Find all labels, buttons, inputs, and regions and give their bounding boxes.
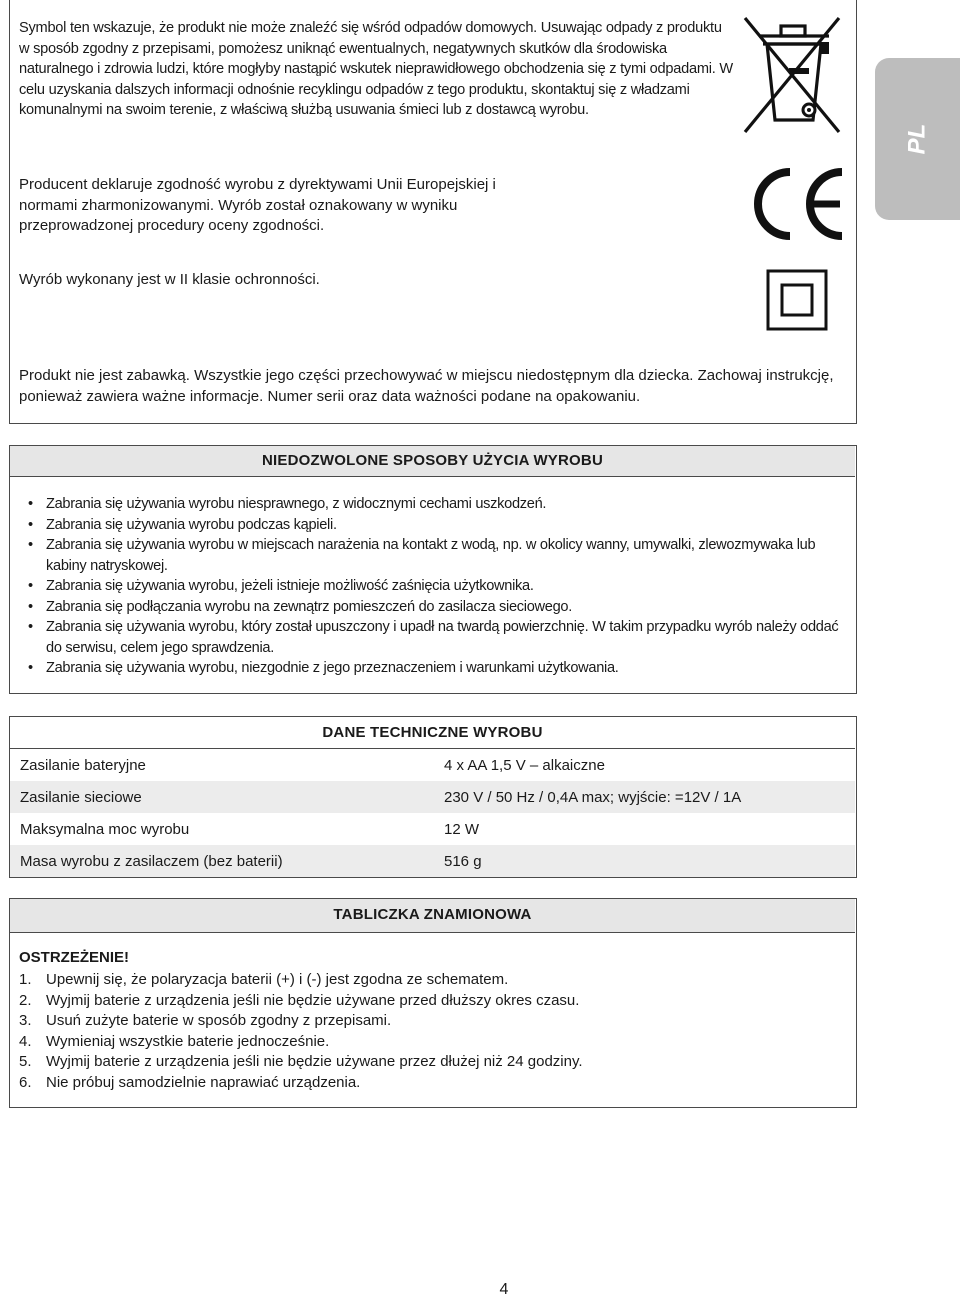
- spec-value: 12 W: [434, 813, 855, 845]
- table-row: [10, 749, 855, 781]
- list-item: • Zabrania się używania wyrobu podczas kąpieli.: [9, 515, 847, 536]
- list-item: 5. Wyjmij baterie z urządzenia jeśli nie będzie używane przez dłużej niż 24 godziny.: [19, 1053, 583, 1070]
- spec-value: 4 x AA 1,5 V – alkaiczne: [434, 749, 855, 781]
- class-ii-double-square-icon: [766, 269, 828, 331]
- table-row: [10, 781, 855, 813]
- list-item: 1. Upewnij się, że polaryzacja baterii (+) i (-) jest zgodna ze schematem.: [19, 971, 509, 988]
- list-item: 6. Nie próbuj samodzielnie naprawiać urządzenia.: [19, 1073, 361, 1091]
- disposal-text: Symbol ten wskazuje, że produkt nie może znaleźć się wśród odpadów domowych. Usuwając odpady z produktu w sposób zgodny z przepisami, pomożesz uniknąć ewentualnych, negatywnych skutków dla środowiska naturalnego i zdrowia ludzi, które mogłyby nastąpić wskutek nieprawidłowego obchodzenia się z tymi odpadami. W celu uzyskania dalszych informacji odnośnie recyklingu odpadów z tego produktu, skontaktuj się z władzami komunalnymi na swoim terenie, z właściwą służbą usuwania śmieci lub z dostawcą wyrobu.: [19, 20, 733, 119]
- table-row: [10, 813, 855, 845]
- spec-label: Maksymalna moc wyrobu: [10, 813, 434, 845]
- list-item: • Zabrania się używania wyrobu, niezgodnie z jego przeznaczeniem i warunkami użytkowania.: [9, 658, 847, 679]
- conformity-text: Producent deklaruje zgodność wyrobu z dyrektywami Unii Europejskiej i normami zharmonizowanymi. Wyrób został oznakowany w wyniku przeprowadzonej procedury oceny zgodności.: [19, 176, 496, 234]
- rating-plate-title: TABLICZKA ZNAMIONOWA: [10, 899, 855, 933]
- prohibited-uses-list: [9, 494, 847, 679]
- list-item: • Zabrania się używania wyrobu, jeżeli istnieje możliwość zaśnięcia użytkownika.: [9, 576, 847, 597]
- protection-class-text: Wyrób wykonany jest w II klasie ochronności.: [19, 271, 320, 288]
- tech-data-table: [10, 749, 855, 877]
- spec-value: 230 V / 50 Hz / 0,4A max; wyjście: =12V / 1A: [434, 781, 855, 813]
- list-item: 3. Usuń zużyte baterie w sposób zgodny z przepisami.: [19, 1012, 392, 1029]
- warning-title: OSTRZEŻENIE!: [19, 949, 130, 966]
- ce-mark-icon: [744, 166, 848, 242]
- spec-value: 516 g: [434, 845, 855, 877]
- page-number: 4: [499, 1281, 509, 1298]
- prohibited-uses-title: NIEDOZWOLONE SPOSOBY UŻYCIA WYROBU: [10, 446, 855, 477]
- language-tab: [875, 58, 960, 220]
- table-row: [10, 845, 855, 877]
- list-item: • Zabrania się używania wyrobu w miejscach narażenia na kontakt z wodą, np. w okolicy wanny, umywalki, zlewozmywaka lub kabiny natryskowej.: [9, 535, 847, 576]
- language-tab-label: PL: [903, 123, 931, 155]
- list-item: 2. Wyjmij baterie z urządzenia jeśli nie będzie używane przed dłuższy okres czasu.: [19, 991, 580, 1009]
- tech-data-title: DANE TECHNICZNE WYROBU: [10, 717, 855, 749]
- list-item: • Zabrania się używania wyrobu, który został upuszczony i upadł na twardą powierzchnię. W takim przypadku wyrób należy oddać do serwisu, celem jego sprawdzenia.: [9, 617, 847, 658]
- toy-notice-text: Produkt nie jest zabawką. Wszystkie jego części przechowywać w miejscu niedostępnym dla dziecka. Zachowaj instrukcję, ponieważ zawiera ważne informacje. Numer serii oraz data ważności podane na opakowaniu.: [19, 367, 834, 405]
- crossed-out-wheelie-bin-icon: [737, 8, 847, 138]
- spec-label: Zasilanie sieciowe: [10, 781, 434, 813]
- list-item: • Zabrania się podłączania wyrobu na zewnątrz pomieszczeń do zasilacza sieciowego.: [9, 597, 847, 618]
- warning-list: [19, 970, 849, 1093]
- spec-label: Zasilanie bateryjne: [10, 749, 434, 781]
- list-item: 4. Wymieniaj wszystkie baterie jednocześnie.: [19, 1032, 330, 1050]
- spec-label: Masa wyrobu z zasilaczem (bez baterii): [10, 845, 434, 877]
- list-item: • Zabrania się używania wyrobu niesprawnego, z widocznymi cechami uszkodzeń.: [9, 494, 847, 515]
